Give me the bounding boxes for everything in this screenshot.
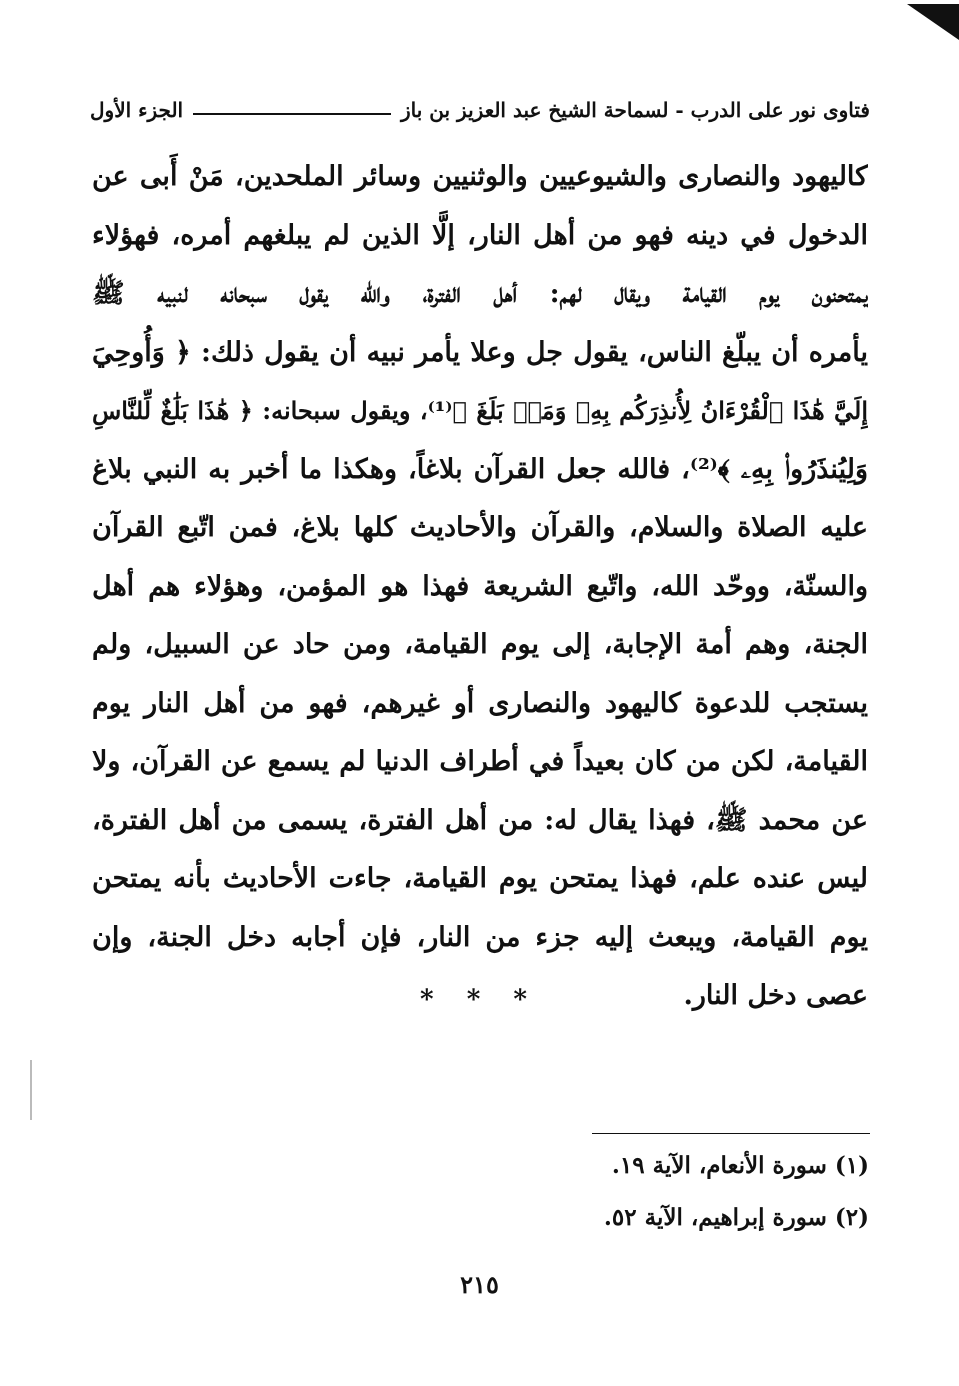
header-part: الجزء الأول [90,98,184,122]
footnote: (٢) سورة إبراهيم، الآية ٥٢. [603,1204,869,1231]
header-title: فتاوى نور على الدرب - لسماحة الشيخ عبد العزيز بن باز [401,98,870,122]
section-separator: * * * [420,985,539,1015]
margin-mark [30,1060,32,1120]
page-corner-mark [889,0,959,40]
body-line: الدخول في دينه فهو من أهل النار، إلَّا الذين لم يبلغهم أمره، فهؤلاء [92,219,868,251]
body-line: الجنة، وهم أمة الإجابة، إلى يوم القيامة، ومن حاد عن السبيل، ولم [92,629,868,660]
body-line: إِلَيَّ هَٰذَا ٱلْقُرْءَانُ لِأُنذِرَكُم بِهِۦ وَمَنۢ بَلَغَ ﴾⁽¹⁾، ويقول سبحانه: ﴿ هَٰذَا بَلَٰغٌ لِّلنَّاسِ [92,396,868,425]
footnote-rule [592,1133,870,1134]
body-line: والسنّة، ووحّد الله، واتّبع الشريعة فهذا هو المؤمن، وهؤلاء هم أهل [92,570,868,602]
body-text [92,148,868,1026]
footnotes [469,1140,869,1244]
running-header [90,92,870,128]
header-rule [193,113,391,115]
page-number: ٢١٥ [460,1270,499,1299]
body-line: كاليهود والنصارى والشيوعيين والوثنيين وسائر الملحدين، مَنْ أَبى عن [92,161,868,192]
body-line: عليه الصلاة والسلام، والقرآن والأحاديث كلها بلاغ، فمن اتّبع القرآن [92,512,868,543]
body-line: عصى دخل النار. [683,980,868,1011]
body-line: وَلِيُنذَرُوا۟ بِهِۦ ﴾⁽²⁾، فالله جعل القرآن بلاغاً، وهكذا ما أخبر به النبي بلاغ [92,453,868,485]
body-line: يأمره أن يبلّغ الناس، يقول جل وعلا يأمر نبيه أن يقول ذلك: ﴿ وَأُوحِيَ [92,336,868,368]
footnote: (١) سورة الأنعام، الآية ١٩. [611,1152,869,1179]
body-line: يمتحنون يوم القيامة ويقال لهم: أهل الفترة، والله يقول سبحانه لنبيه ﷺ [92,278,868,309]
body-line: ليس عنده علم، فهذا يمتحن يوم القيامة، جاءت الأحاديث بأنه يمتحن [92,863,868,894]
body-line: القيامة، لكن من كان بعيداً في أطراف الدنيا لم يسمع عن القرآن، ولا [92,746,868,777]
body-line: يستجب للدعوة كاليهود والنصارى أو غيرهم، فهو من أهل النار يوم [92,687,868,719]
body-line: يوم القيامة، ويبعث إليه جزء من النار، فإن أجابه دخل الجنة، وإن [92,921,868,953]
body-line: عن محمد ﷺ، فهذا يقال له: من أهل الفترة، يسمى من أهل الفترة، [92,804,868,836]
